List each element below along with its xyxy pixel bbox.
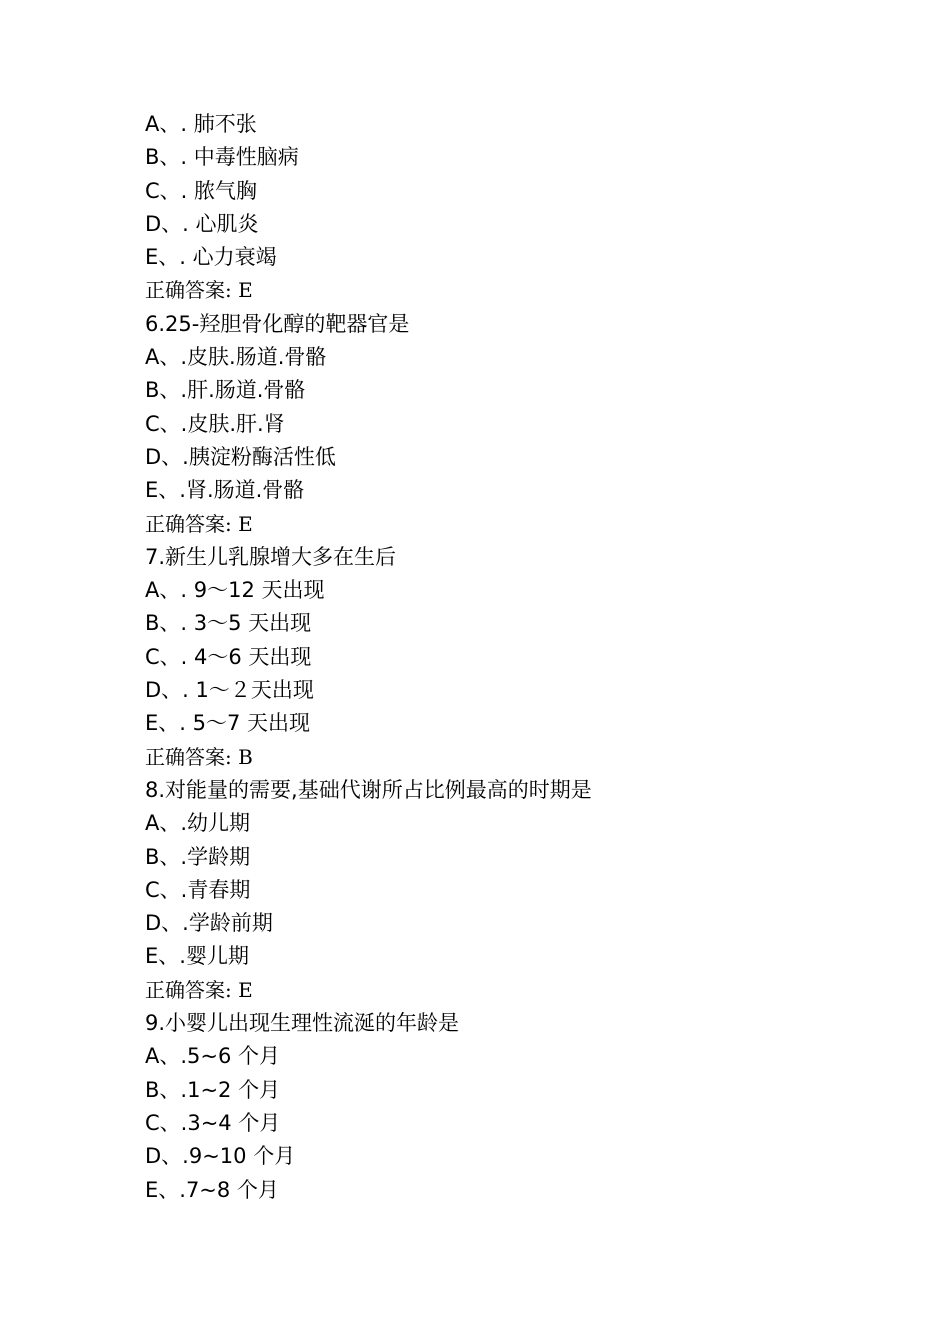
option-b: B、.1~2 个月 (145, 1077, 281, 1102)
option-a: A、.皮肤.肠道.骨骼 (145, 345, 327, 370)
correct-answer: 正确答案: E (145, 977, 253, 1002)
question-6: 6.25-羟胆骨化醇的靶器官是 (145, 311, 410, 336)
option-e: E、.婴儿期 (145, 944, 249, 969)
question-8: 8.对能量的需要,基础代谢所占比例最高的时期是 (145, 777, 592, 802)
correct-answer: 正确答案: E (145, 278, 253, 303)
option-b: B、. 3～5 天出现 (145, 611, 312, 636)
option-c: C、. 脓气胸 (145, 178, 258, 203)
option-a: A、.幼儿期 (145, 811, 251, 836)
option-b: B、. 中毒性脑病 (145, 145, 299, 170)
option-e: E、.肾.肠道.骨骼 (145, 478, 305, 503)
option-a: A、. 9～12 天出现 (145, 578, 325, 603)
option-d: D、. 心肌炎 (145, 211, 259, 236)
question-7: 7.新生儿乳腺增大多在生后 (145, 544, 397, 569)
option-d: D、. 1～２天出现 (145, 678, 314, 703)
option-a: A、.5~6 个月 (145, 1044, 281, 1069)
option-c: C、.皮肤.肝.肾 (145, 411, 285, 436)
option-d: D、.9~10 个月 (145, 1144, 296, 1169)
option-d: D、.胰淀粉酶活性低 (145, 444, 336, 469)
option-d: D、.学龄前期 (145, 911, 273, 936)
option-a: A、. 肺不张 (145, 112, 257, 136)
option-b: B、.肝.肠道.骨骼 (145, 378, 306, 403)
option-e: E、.7~8 个月 (145, 1177, 279, 1202)
option-b: B、.学龄期 (145, 844, 251, 869)
option-c: C、. 4～6 天出现 (145, 644, 312, 669)
option-c: C、.3~4 个月 (145, 1110, 281, 1135)
correct-answer: 正确答案: E (145, 511, 253, 536)
option-c: C、.青春期 (145, 877, 251, 902)
question-list (145, 108, 905, 1207)
correct-answer: 正确答案: B (145, 744, 253, 769)
option-e: E、. 5～7 天出现 (145, 711, 311, 736)
question-9: 9.小婴儿出现生理性流涎的年龄是 (145, 1011, 460, 1036)
option-e: E、. 心力衰竭 (145, 245, 277, 270)
